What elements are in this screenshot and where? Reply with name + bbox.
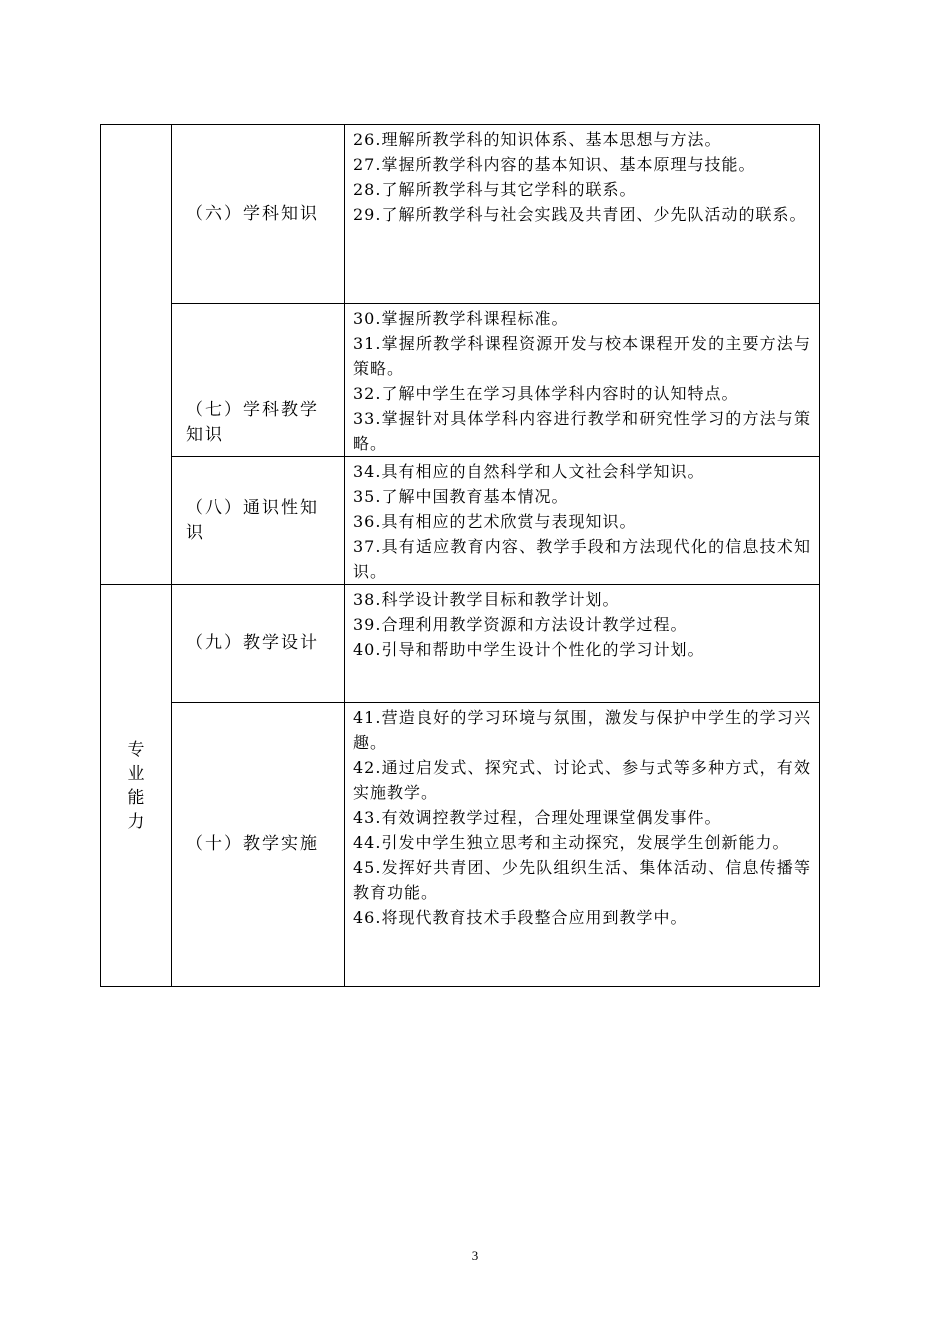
list-item: 32.了解中学生在学习具体学科内容时的认知特点。 [353,384,739,403]
subdomain-cell [172,304,345,457]
list-item: 41.营造良好的学习环境与氛围，激发与保护中学生的学习兴趣。 [353,708,811,752]
list-item: 34.具有相应的自然科学和人文社会科学知识。 [353,462,705,481]
table-row [101,457,820,585]
list-item: 31.掌握所教学科课程资源开发与校本课程开发的主要方法与策略。 [353,334,811,378]
subdomain-cell [172,703,345,987]
table-row [101,125,820,304]
subdomain-label: （九）教学设计 [186,633,319,653]
domain-cell [101,585,172,987]
list-item: 37.具有适应教育内容、教学手段和方法现代化的信息技术知识。 [353,537,811,581]
table-row [101,585,820,703]
domain-char: 业 [127,763,145,784]
list-item: 46.将现代教育技术手段整合应用到教学中。 [353,908,688,927]
domain-char: 能 [127,787,145,808]
page-number: 3 [471,1248,479,1263]
subdomain-cell [172,125,345,304]
list-item: 35.了解中国教育基本情况。 [353,487,569,506]
table-row [101,703,820,987]
standards-table [100,124,820,987]
items-cell [345,125,820,304]
domain-cell [101,125,172,585]
list-item: 45.发挥好共青团、少先队组织生活、集体活动、信息传播等教育功能。 [353,858,811,902]
subdomain-label: （十）教学实施 [186,834,319,854]
subdomain-label: （八）通识性知识 [186,497,319,543]
list-item: 30.掌握所教学科课程标准。 [353,309,569,328]
subdomain-cell [172,457,345,585]
list-item: 42.通过启发式、探究式、讨论式、参与式等多种方式，有效实施教学。 [353,758,811,802]
items-cell [345,585,820,703]
domain-char: 力 [127,811,145,832]
subdomain-label: （六）学科知识 [186,203,319,224]
list-item: 43.有效调控教学过程，合理处理课堂偶发事件。 [353,808,722,827]
list-item: 29.了解所教学科与社会实践及共青团、少先队活动的联系。 [353,205,807,224]
subdomain-label: （七）学科教学知识 [186,400,319,445]
list-item: 33.掌握针对具体学科内容进行教学和研究性学习的方法与策略。 [353,409,811,453]
list-item: 28.了解所教学科与其它学科的联系。 [353,180,637,199]
list-item: 39.合理利用教学资源和方法设计教学过程。 [353,615,688,634]
subdomain-cell [172,585,345,703]
list-item: 26.理解所教学科的知识体系、基本思想与方法。 [353,130,722,149]
items-cell [345,304,820,457]
table-row [101,304,820,457]
domain-label [101,738,171,834]
list-item: 38.科学设计教学目标和教学计划。 [353,590,620,609]
domain-char: 专 [127,739,145,760]
list-item: 40.引导和帮助中学生设计个性化的学习计划。 [353,640,705,659]
items-cell [345,457,820,585]
items-cell [345,703,820,987]
list-item: 44.引发中学生独立思考和主动探究，发展学生创新能力。 [353,833,790,852]
list-item: 36.具有相应的艺术欣赏与表现知识。 [353,512,637,531]
list-item: 27.掌握所教学科内容的基本知识、基本原理与技能。 [353,155,756,174]
